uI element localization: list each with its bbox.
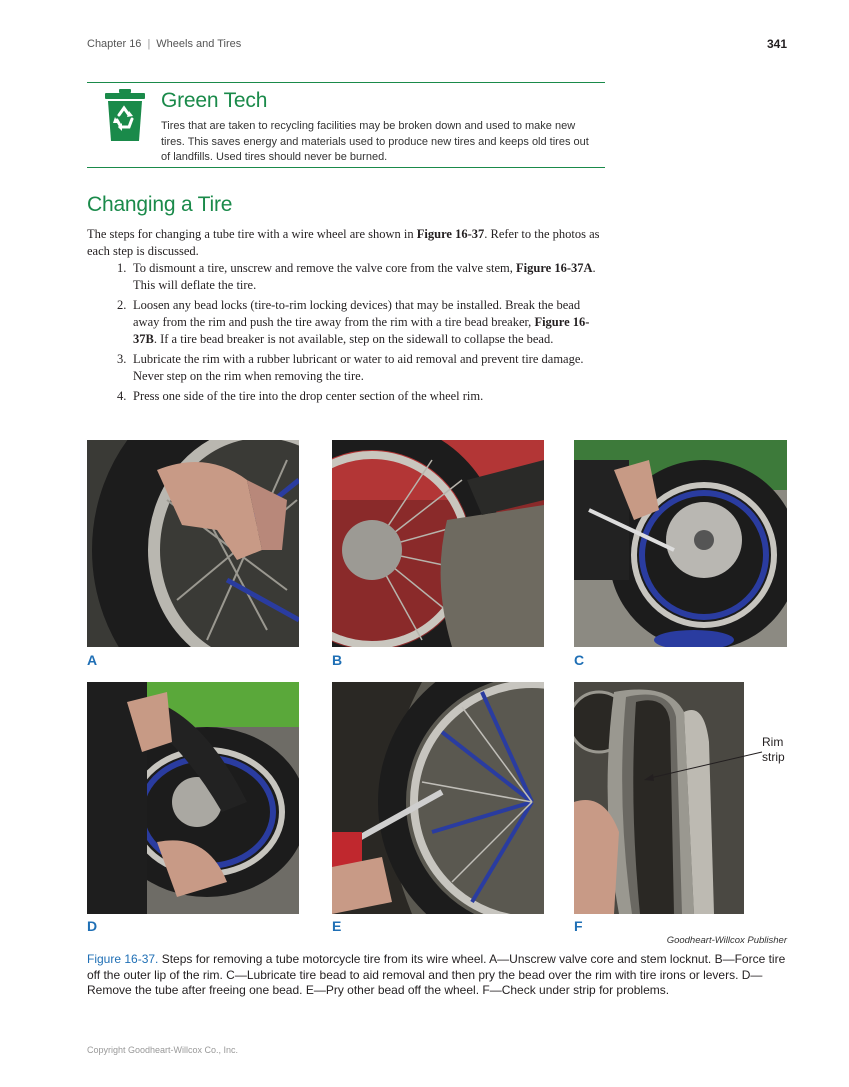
figure-ref: Figure 16-37B [133, 315, 590, 346]
photo-b [332, 440, 544, 647]
step-item: 3. Lubricate the rim with a rubber lubricant or water to aid removal and prevent tire damage. Never step on the rim when removing the tire. [117, 352, 584, 383]
photo-d [87, 682, 299, 914]
rim-strip-label: Rim strip [762, 735, 785, 764]
photo-label-e: E [332, 918, 342, 934]
figure-ref: Figure 16-37 [416, 227, 485, 241]
figure-ref: Figure 16-37A [516, 261, 593, 275]
figure-caption: Figure 16-37. Steps for removing a tube motorcycle tire from its wire wheel. A—Unscrew valve core and stem locknut. B—Force tire off the outer lip of the rim. C—Lubricate tire bead to aid removal and then pry the bead over the rim with tire irons or levers. D—Remove the tube after freeing one bead. E—Pry other bead off the wheel. F—Check under strip for problems. [87, 952, 786, 997]
intro-paragraph: The steps for changing a tube tire with a wire wheel are shown in Figure 16-37. Refer to the photos as each step is discussed. [87, 227, 600, 258]
step-item: 1. To dismount a tire, unscrew and remove the valve core from the valve stem, Figure 16-37A. This will deflate the tire. [117, 261, 596, 292]
photo-c [574, 440, 787, 647]
step-item: 4. Press one side of the tire into the drop center section of the wheel rim. [117, 389, 484, 403]
section-title: Changing a Tire [87, 193, 233, 216]
step-item: 2. Loosen any bead locks (tire-to-rim locking devices) that may be installed. Break the bead away from the rim and push the tire away from the rim with a tire bead breaker, Figure 16-37B. If a tire bead breaker is not available, step on the sidewall to collapse the bead. [117, 298, 590, 346]
photo-e [332, 682, 544, 914]
photo-credit: Goodheart-Willcox Publisher [666, 935, 787, 946]
photo-label-c: C [574, 652, 585, 668]
photo-f [574, 682, 744, 914]
chapter-title: Wheels and Tires [156, 38, 242, 50]
rim-strip-leader-line [640, 740, 765, 790]
green-tech-box [87, 82, 605, 168]
photo-label-f: F [574, 918, 583, 934]
recycle-bin-icon [105, 89, 145, 141]
photo-label-b: B [332, 652, 343, 668]
photo-label-d: D [87, 918, 98, 934]
running-header: Chapter 16 | Wheels and Tires [87, 38, 242, 50]
chapter-number: Chapter 16 [87, 38, 142, 50]
green-tech-text: Tires that are taken to recycling facilities may be broken down and used to make new tires. This saves energy and materials used to produce new tires and keeps old tires out of landfills. Used tires should never be burned. [161, 120, 589, 163]
page-number: 341 [766, 37, 787, 51]
photo-label-a: A [87, 652, 98, 668]
green-tech-title: Green Tech [161, 89, 268, 112]
step-list [117, 260, 609, 408]
figure-number: Figure 16-37. [87, 952, 159, 966]
copyright-footer: Copyright Goodheart-Willcox Co., Inc. [87, 1045, 239, 1055]
photo-a [87, 440, 299, 647]
